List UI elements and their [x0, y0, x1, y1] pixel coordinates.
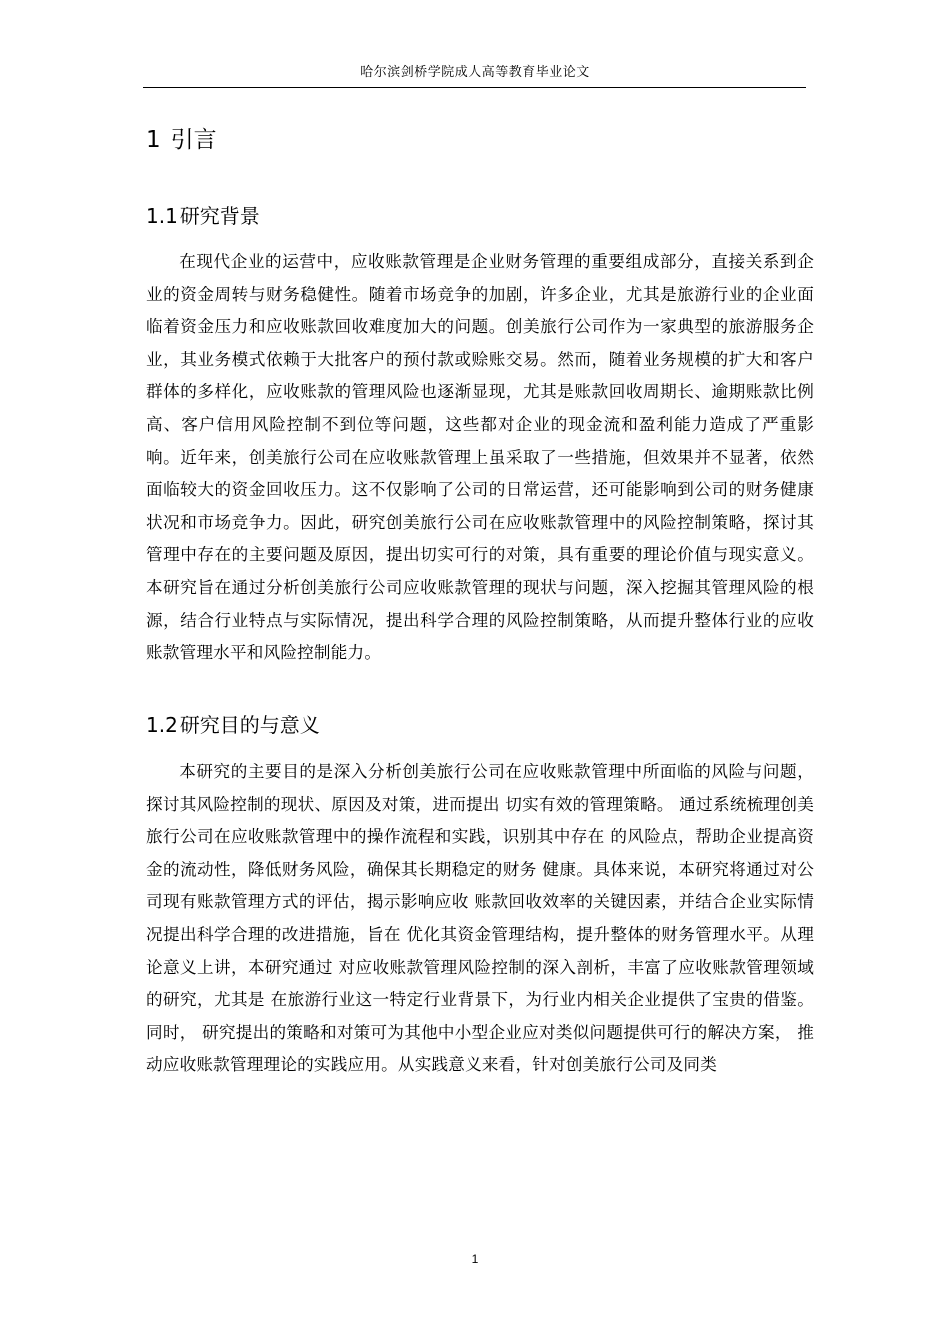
- chapter-title: 引言: [170, 127, 217, 153]
- section-title: 研究目的与意义: [179, 713, 320, 737]
- page-number: 1: [471, 1252, 479, 1266]
- header-divider: [143, 87, 806, 88]
- section-1-2-paragraph: 本研究的主要目的是深入分析创美旅行公司在应收账款管理中所面临的风险与问题，探讨其风险控制的现状、原因及对策，进而提出 切实有效的管理策略。 通过系统梳理创美旅行公司在应收账款管理中的操作流程和实践，识别其中存在 的风险点，帮助企业提高资金的流动性，降低财务风险，确保其长期稳定的财务 健康。具体来说，本研究将通过对公司现有账款管理方式的评估，揭示影响应收 账款回收效率的关键因素，并结合企业实际情况提出科学合理的改进措施，旨在 优化其资金管理结构，提升整体的财务管理水平。从理论意义上讲，本研究通过 对应收账款管理风险控制的深入剖析，丰富了应收账款管理领域的研究，尤其是 在旅游行业这一特定行业背景下，为行业内相关企业提供了宝贵的借鉴。同时， 研究提出的策略和对策可为其他中小型企业应对类似问题提供可行的解决方案， 推动应收账款管理理论的实践应用。从实践意义来看，针对创美旅行公司及同类: [146, 762, 814, 1075]
- section-1-1-paragraph: 在现代企业的运营中，应收账款管理是企业财务管理的重要组成部分，直接关系到企业的资金周转与财务稳健性。随着市场竞争的加剧，许多企业，尤其是旅游行业的企业面临着资金压力和应收账款回收难度加大的问题。创美旅行公司作为一家典型的旅游服务企业，其业务模式依赖于大批客户的预付款或赊账交易。然而，随着业务规模的扩大和客户群体的多样化，应收账款的管理风险也逐渐显现，尤其是账款回收周期长、逾期账款比例高、客户信用风险控制不到位等问题，这些都对企业的现金流和盈利能力造成了严重影响。近年来，创美旅行公司在应收账款管理上虽采取了一些措施，但效果并不显著，依然面临较大的资金回收压力。这不仅影响了公司的日常运营，还可能影响到公司的财务健康状况和市场竞争力。因此，研究创美旅行公司在应收账款管理中的风险控制策略，探讨其管理中存在的主要问题及原因，提出切实可行的对策，具有重要的理论价值与现实意义。本研究旨在通过分析创美旅行公司应收账款管理的现状与问题，深入挖掘其管理风险的根源，结合行业特点与实际情况，提出科学合理的风险控制策略，从而提升整体行业的应收账款管理水平和风险控制能力。: [146, 252, 814, 663]
- section-title: 研究背景: [179, 204, 260, 228]
- section-heading-1-1: [146, 200, 260, 232]
- chapter-heading: [146, 122, 217, 158]
- section-heading-1-2: [146, 709, 320, 741]
- chapter-number: 1: [146, 127, 161, 153]
- running-header: 哈尔滨剑桥学院成人高等教育毕业论文: [360, 65, 590, 80]
- section-number: 1.1: [146, 204, 178, 228]
- section-number: 1.2: [146, 713, 178, 737]
